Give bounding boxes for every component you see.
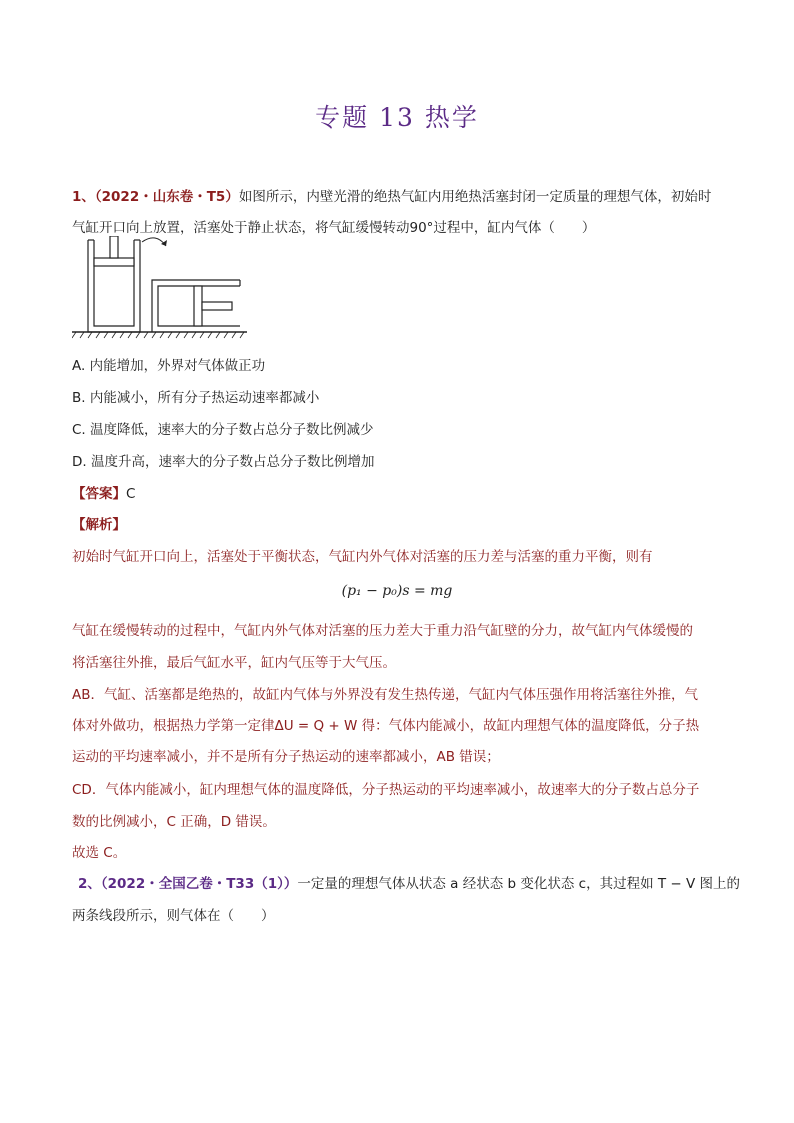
horizontal-piston	[194, 286, 232, 326]
option-a: A. 内能增加，外界对气体做正功	[72, 358, 266, 374]
rotation-arrow	[142, 238, 166, 246]
question-2-stem-2: 两条线段所示，则气体在（ ）	[72, 908, 275, 924]
analysis-para-2-line-1: AB．气缸、活塞都是绝热的，故缸内气体与外界没有发生热传递，气缸内气体压强作用将活塞往外推，气	[72, 687, 698, 703]
analysis-intro: 初始时气缸开口向上，活塞处于平衡状态，气缸内外气体对活塞的压力差与活塞的重力平衡，则有	[72, 549, 653, 565]
question-1-stem-1: 如图所示，内壁光滑的绝热气缸内用绝热活塞封闭一定质量的理想气体，初始时	[238, 189, 712, 205]
answer-value: C	[126, 486, 136, 502]
analysis-tag: 【解析】	[72, 517, 126, 533]
option-b: B. 内能减小，所有分子热运动速率都减小	[72, 390, 320, 406]
answer-line	[72, 484, 135, 504]
ground-hatching	[72, 332, 244, 338]
answer-tag: 【答案】	[72, 486, 126, 502]
analysis-para-2-line-3: 运动的平均速率减小，并不是所有分子热运动的速率都减小，AB 错误；	[72, 749, 500, 765]
question-2-label: 2、（2022・全国乙卷・T33（1））	[78, 876, 298, 892]
page-title: 专题 13 热学	[315, 103, 479, 132]
question-1-stem-2: 气缸开口向上放置，活塞处于静止状态，将气缸缓慢转动90°过程中，缸内气体（ ）	[72, 220, 596, 236]
option-d: D. 温度升高，速率大的分子数占总分子数比例增加	[72, 454, 375, 470]
question-1-line-1	[72, 187, 711, 207]
analysis-para-2-line-2: 体对外做功，根据热力学第一定律ΔU = Q + W 得：气体内能减小，故缸内理想气体的温度降低，分子热	[72, 718, 700, 734]
question-2-line-1	[78, 874, 740, 894]
analysis-para-1-line-1: 气缸在缓慢转动的过程中，气缸内外气体对活塞的压力差大于重力沿气缸壁的分力，故气缸内气体缓慢的	[72, 623, 693, 639]
question-2-stem-1: 一定量的理想气体从状态 a 经状态 b 变化状态 c，其过程如 T − V 图上的	[297, 876, 741, 892]
conclusion: 故选 C。	[72, 845, 127, 861]
option-c: C. 温度降低，速率大的分子数占总分子数比例减少	[72, 422, 374, 438]
cylinder-diagram	[72, 236, 247, 341]
analysis-para-1-line-2: 将活塞往外推，最后气缸水平，缸内气压等于大气压。	[72, 655, 396, 671]
analysis-para-3-line-1: CD．气体内能减小，缸内理想气体的温度降低，分子热运动的平均速率减小，故速率大的分子数占总分子	[72, 782, 700, 798]
question-1-label: 1、（2022・山东卷・T5）	[72, 189, 239, 205]
formula: (p₁ − p₀)s = mg	[341, 583, 453, 599]
analysis-para-3-line-2: 数的比例减小，C 正确，D 错误。	[72, 814, 276, 830]
vertical-piston	[94, 236, 134, 266]
